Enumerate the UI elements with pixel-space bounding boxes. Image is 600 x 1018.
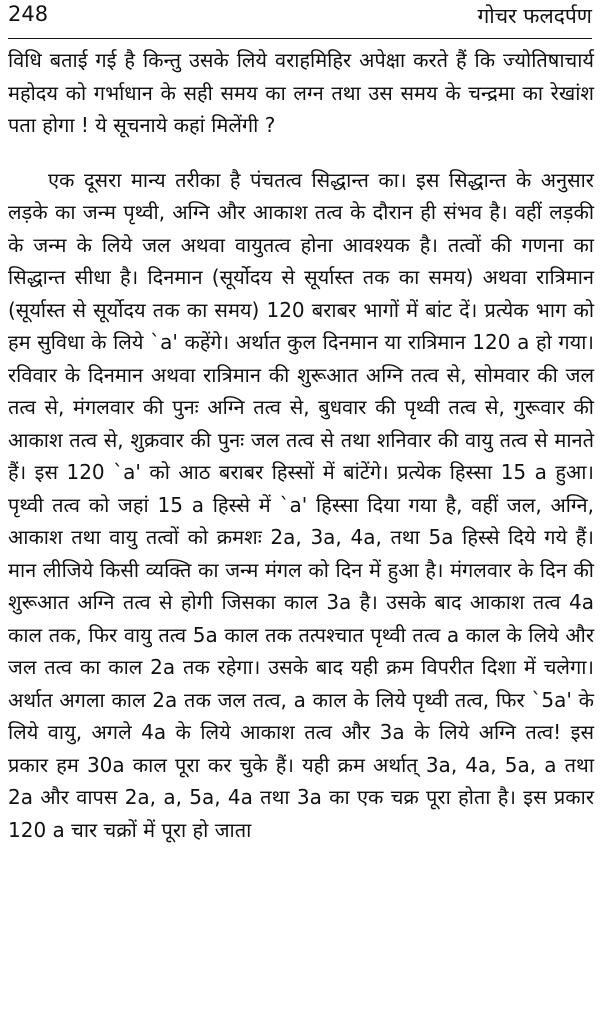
- paragraph-1: विधि बताई गई है किन्तु उसके लिये वराहमिहिर अपेक्षा करते हैं कि ज्योतिषाचार्य महोदय को गर्भाधान के सही समय का लग्न तथा उस समय के चन्द्रमा का रेखांश पता होगा ! ये सूचनाये कहां मिलेंगी ?: [8, 48, 594, 137]
- page-number: 248: [8, 2, 49, 26]
- header-rule: [8, 38, 592, 39]
- page-header: [8, 2, 592, 32]
- paragraph-2: एक दूसरा मान्य तरीका है पंचतत्व सिद्धान्त का। इस सिद्धान्त के अनुसार लड़के का जन्म पृथ्वी, अग्नि और आकाश तत्व के दौरान ही संभव है। वहीं लड़की के जन्म के लिये जल अथवा वायुतत्व होना आवश्यक है। तत्वों की गणना का सिद्धान्त सीधा है। दिनमान (सूर्योदय से सूर्यास्त तक का समय) अथवा रात्रिमान (सूर्यास्त से सूर्योदय तक का समय) 120 बराबर भागों में बांट दें। प्रत्येक भाग को हम सुविधा के लिये `a' कहेंगे। अर्थात कुल दिनमान या रात्रिमान 120 a हो गया। रविवार के दिनमान अथवा रात्रिमान की शुरूआत अग्नि तत्व से, सोमवार की जल तत्व से, मंगलवार की पुनः अग्नि तत्व से, बुधवार की पृथ्वी तत्व से, गुरूवार की आकाश तत्व से, शुक्रवार की पुनः जल तत्व से तथा शनिवार की वायु तत्व से मानते हैं। इस 120 `a' को आठ बराबर हिस्सों में बांटेंगे। प्रत्येक हिस्सा 15 a हुआ। पृथ्वी तत्व को जहां 15 a हिस्से में `a' हिस्सा दिया गया है, वहीं जल, अग्नि, आकाश तथा वायु तत्वों को क्रमशः 2a, 3a, 4a, तथा 5a हिस्से दिये गये हैं। मान लीजिये किसी व्यक्ति का जन्म मंगल को दिन में हुआ है। मंगलवार के दिन की शुरूआत अग्नि तत्व से होगी जिसका काल 3a है। उसके बाद आकाश तत्व 4a काल तक, फिर वायु तत्व 5a काल तक तत्पश्चात पृथ्वी तत्व a काल के लिये और जल तत्व का काल 2a तक रहेगा। उसके बाद यही क्रम विपरीत दिशा में चलेगा। अर्थात अगला काल 2a तक जल तत्व, a काल के लिये पृथ्वी तत्व, फिर `5a' के लिये वायु, अगले 4a के लिये आकाश तत्व और 3a के लिये अग्नि तत्व! इस प्रकार हम 30a काल पूरा कर चुके हैं। यही क्रम अर्थात् 3a, 4a, 5a, a तथा 2a और वापस 2a, a, 5a, 4a तथा 3a का एक चक्र पूरा होता है। इस प्रकार 120 a चार चक्रों में पूरा हो जाता: [8, 167, 594, 842]
- running-title: गोचर फलदर्पण: [477, 4, 592, 28]
- body-text: [8, 44, 594, 846]
